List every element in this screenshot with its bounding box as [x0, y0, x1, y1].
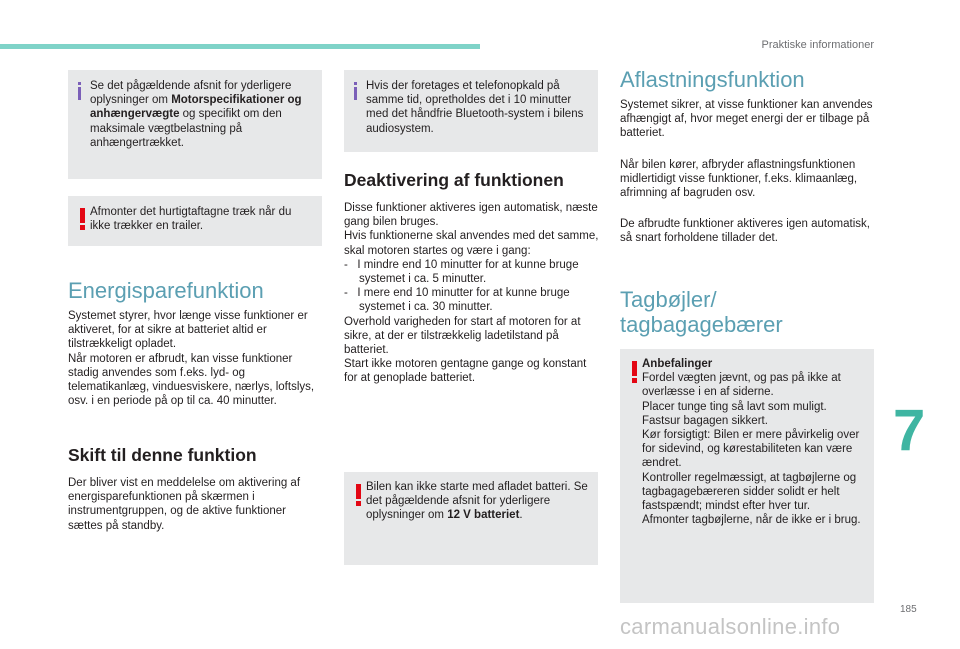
chapter-number: 7 [893, 398, 926, 463]
watermark: carmanualsonline.info [620, 614, 841, 639]
warning-box-recommendations [620, 349, 874, 603]
warning-box-text: Afmonter det hurtigtaftagne træk når du ikke trækker en trailer. [90, 206, 292, 233]
warning-box-text: Bilen kan ikke starte med afladet batteri. Se det pågældende afsnit for yderligere oplysninger om 12 V batteriet. [366, 481, 588, 522]
info-box-text: Hvis der foretages et telefonopkald på samme tid, opretholdes det i 10 minutter med det håndfrie Bluetooth-system i bilens audiosystem. [366, 80, 584, 135]
heading-roof-bars: Tagbøjler/ tagbagagebærer [620, 287, 783, 337]
heading-switch-function: Skift til denne funktion [68, 445, 257, 465]
info-box-phone-call [344, 70, 598, 152]
heading-energy-saving: Energisparefunktion [68, 278, 264, 303]
info-box-text: Se det pågældende afsnit for yderligere oplysninger om Motorspecifikationer og anhængervægte og specifikt om den maksimale vægtbelastning på anhængertrækket. [90, 80, 302, 149]
warning-icon [354, 484, 364, 506]
warning-icon [630, 361, 640, 383]
warning-box-battery [344, 472, 598, 565]
recommendations-text: Anbefalinger Fordel vægten jævnt, og pas på ikke at overlæsse i en af siderne. Placer tunge ting så lavt som muligt. Fastsur bagagen sikkert. Kør forsigtigt: Bilen er mere påvirkelig over for sidevind, og kørestabiliteten kan være ændret. Kontroller regelmæssigt, at tagbøjlerne og tagbagagebæreren sidder solidt er helt fastspændt; mindst efter hver tur. Afmonter tagbøjlerne, når de ikke er i brug. [642, 358, 861, 527]
warning-box-towbar [68, 196, 322, 246]
load-relief-text: Systemet sikrer, at visse funktioner kan anvendes afhængigt af, hvor meget energi der er tilbage på batteriet. Når bilen kører, afbryder aflastningsfunktionen midlertidigt visse funktioner, f.eks. klimaanlæg, afrimning af bagruden osv. De afbrudte funktioner aktiveres igen automatisk, så snart forholdene tillader det. [620, 99, 873, 245]
section-title: Praktiske informationer [761, 39, 874, 51]
switch-function-text: Der bliver vist en meddelelse om aktivering af energisparefunktionen på skærmen i instrumentgruppen, og de aktive funktioner sættes på standby. [68, 477, 301, 532]
heading-load-relief: Aflastningsfunktion [620, 67, 805, 92]
top-accent-bar [0, 44, 480, 49]
page-number: 185 [900, 604, 917, 615]
deactivation-text: Disse funktioner aktiveres igen automatisk, næste gang bilen bruges. Hvis funktionerne skal anvendes med det samme, skal motoren startes og være i gang: - I mindre end 10 minutter for at kunne bruge systemet i ca. 5 minutter. - I mere end 10 minutter for at kunne bruge systemet i ca. 30 minutter. Overhold varigheden for start af motoren for at sikre, at der er tilstrækkelig ladetilstand på batteriet. Start ikke motoren gentagne gange og konstant for at genoplade batteriet. [344, 202, 599, 385]
energy-saving-text: Systemet styrer, hvor længe visse funktioner er aktiveret, for at sikre at batteriet altid er tilstrækkeligt opladet. Når motoren er afbrudt, kan visse funktioner stadig anvendes som f.eks. lyd- og telematikanlæg, vinduesviskere, nærlys, loftslys, osv. i en periode på op til ca. 40 minutter. [68, 310, 315, 408]
heading-deactivation: Deaktivering af funktionen [344, 170, 564, 190]
warning-icon [78, 208, 88, 230]
info-box-motor-specs [68, 70, 322, 179]
